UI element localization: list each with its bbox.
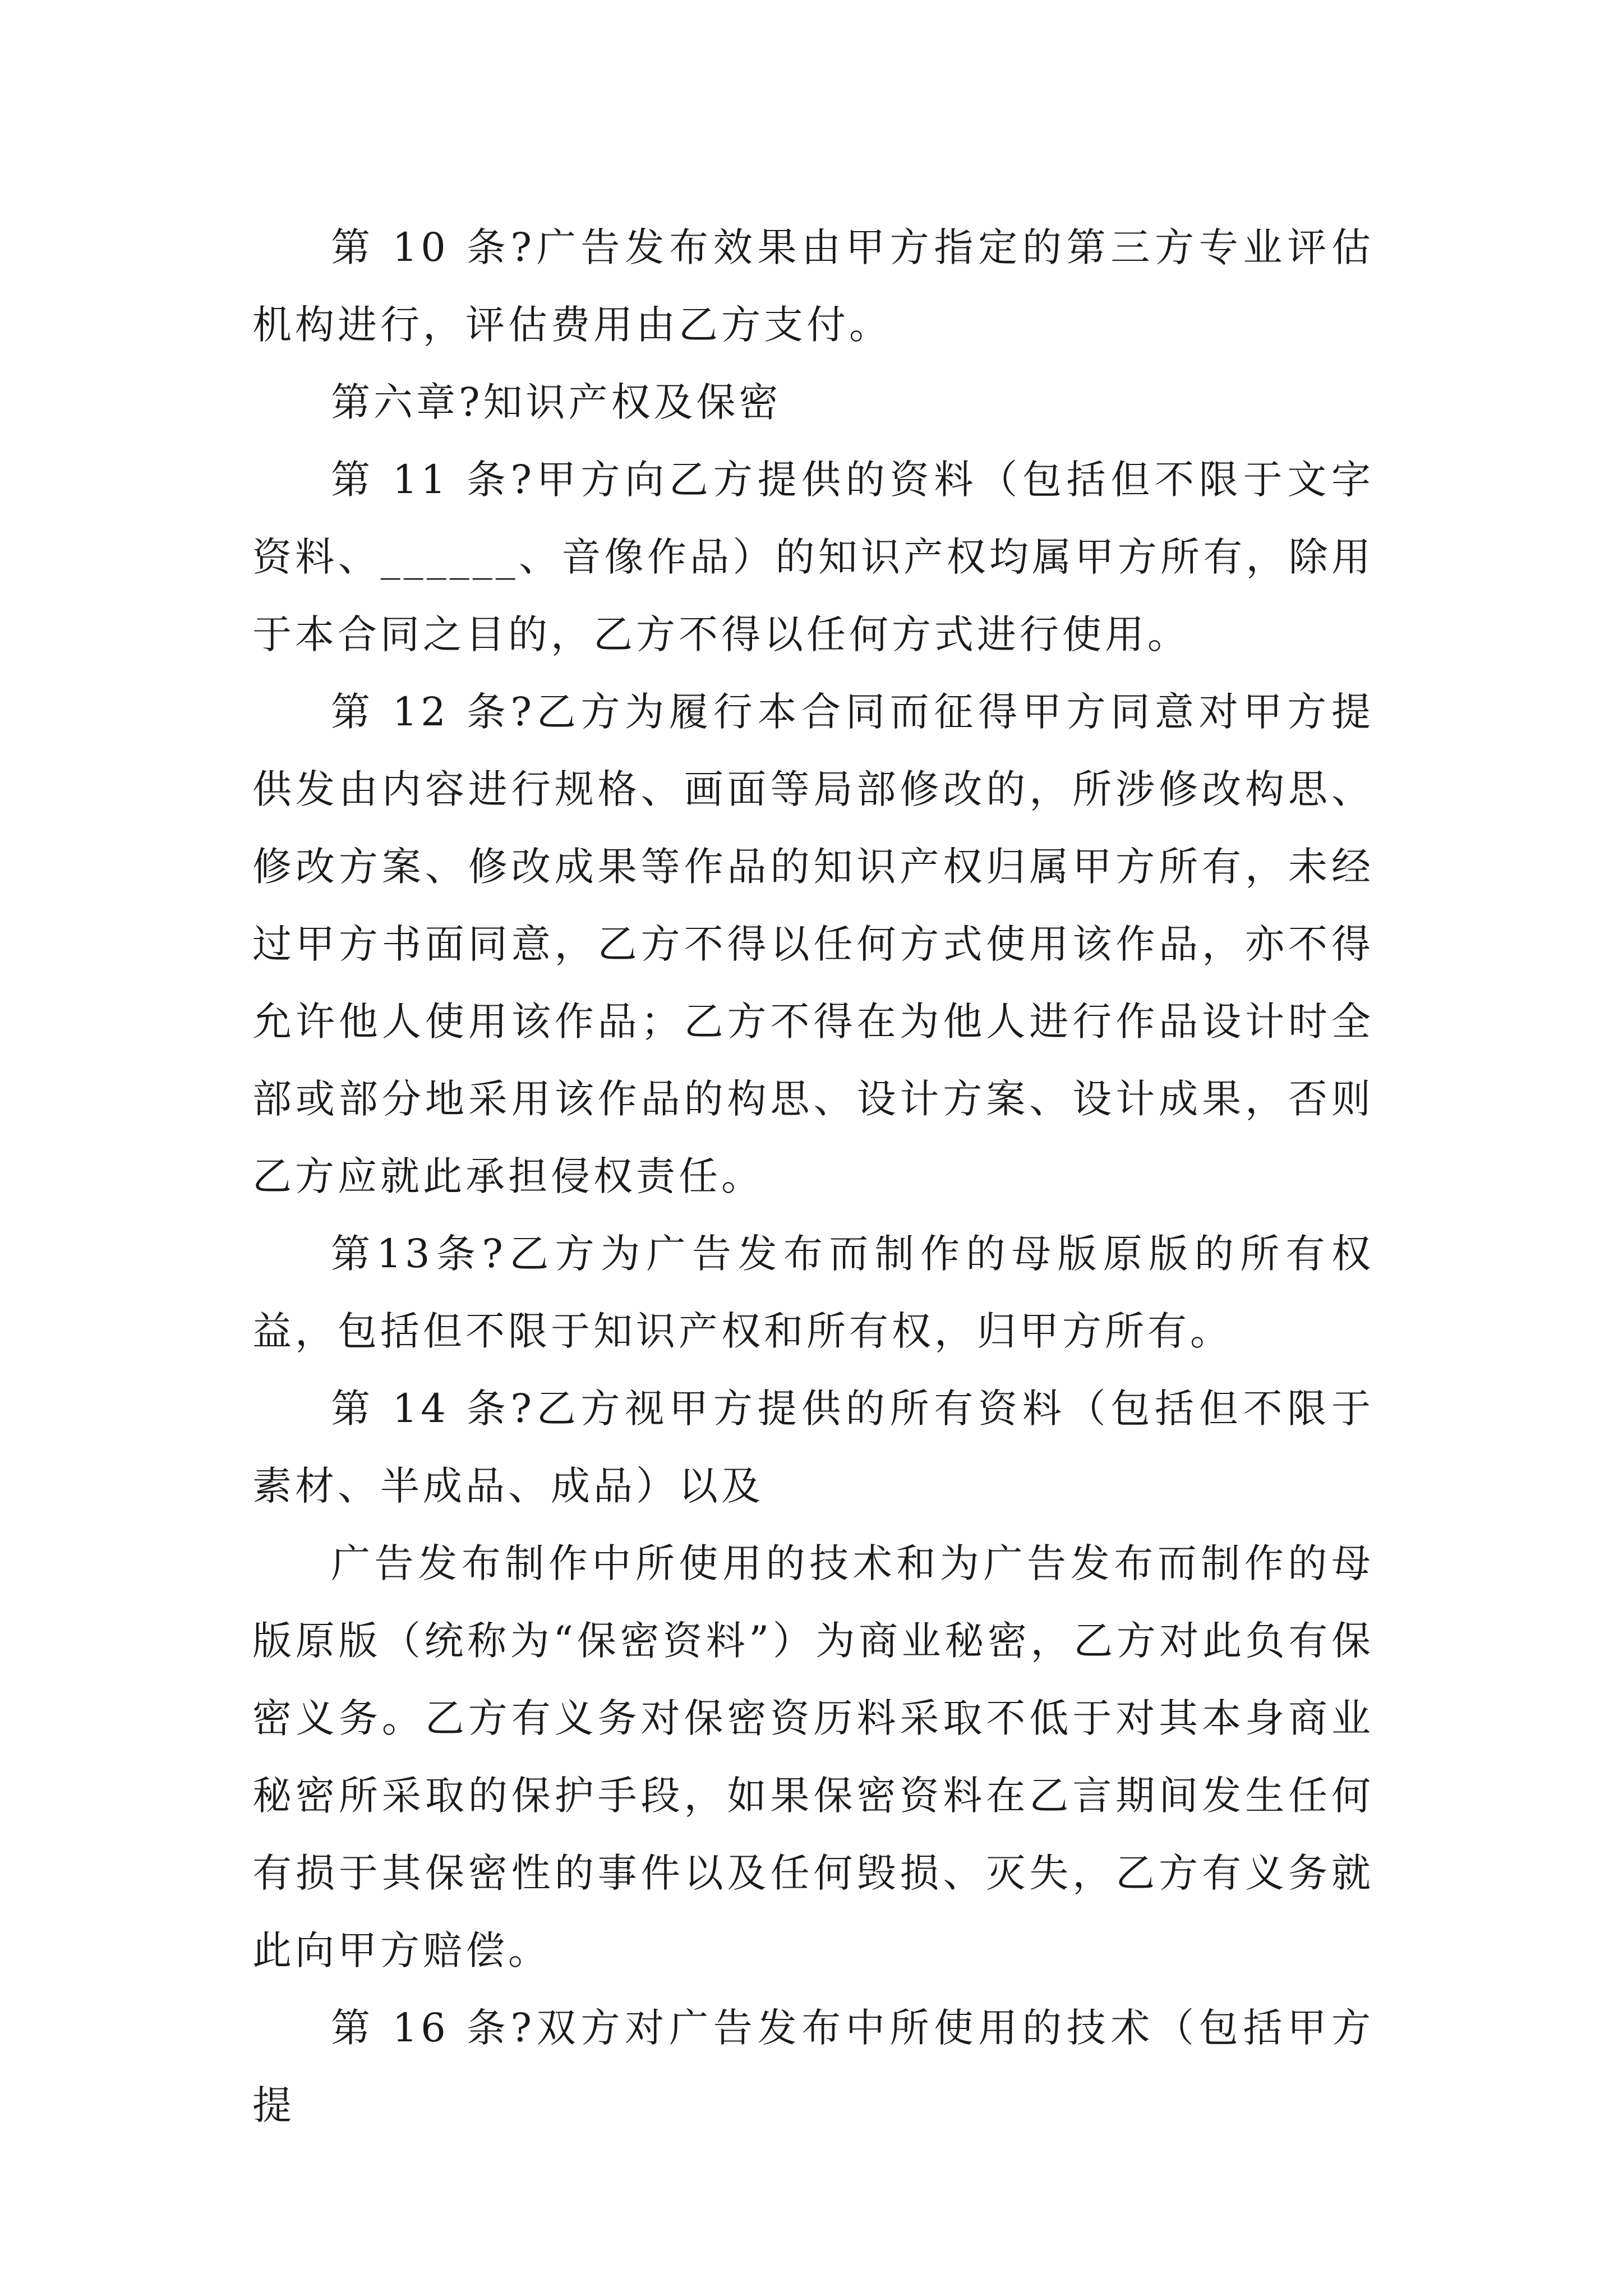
paragraph-article-11: 第 11 条?甲方向乙方提供的资料（包括但不限于文字资料、______、音像作品）的知识产权均属甲方所有，除用于本合同之目的，乙方不得以任何方式进行使用。 <box>252 457 1374 657</box>
paragraph-article-12: 第 12 条?乙方为履行本合同而征得甲方同意对甲方提供发由内容进行规格、画面等局部修改的，所涉修改构思、修改方案、修改成果等作品的知识产权归属甲方所有，未经过甲方书面同意，乙方不得以任何方式使用该作品，亦不得允许他人使用该作品；乙方不得在为他人进行作品设计时全部或部分地采用该作品的构思、设计方案、设计成果，否则乙方应就此承担侵权责任。 <box>252 689 1374 1199</box>
paragraph-article-14-continued: 广告发布制作中所使用的技术和为广告发布而制作的母版原版（统称为“保密资料”）为商业秘密，乙方对此负有保密义务。乙方有义务对保密资历料采取不低于对其本身商业秘密所采取的保护手段，如果保密资料在乙言期间发生任何有损于其保密性的事件以及任何毁损、灭失，乙方有义务就此向甲方赔偿。 <box>252 1540 1374 1973</box>
paragraph-article-10: 第 10 条?广告发布效果由甲方指定的第三方专业评估机构进行，评估费用由乙方支付。 <box>252 224 1374 348</box>
chapter-heading-6: 第六章?知识产权及保密 <box>331 379 782 425</box>
paragraph-article-13: 第13条?乙方为广告发布而制作的母版原版的所有权益，包括但不限于知识产权和所有权，归甲方所有。 <box>252 1231 1374 1354</box>
paragraph-article-14: 第 14 条?乙方视甲方提供的所有资料（包括但不限于素材、半成品、成品）以及 <box>252 1386 1374 1509</box>
document-body <box>252 209 1374 2144</box>
paragraph-article-16: 第 16 条?双方对广告发布中所使用的技术（包括甲方提 <box>252 2005 1374 2128</box>
